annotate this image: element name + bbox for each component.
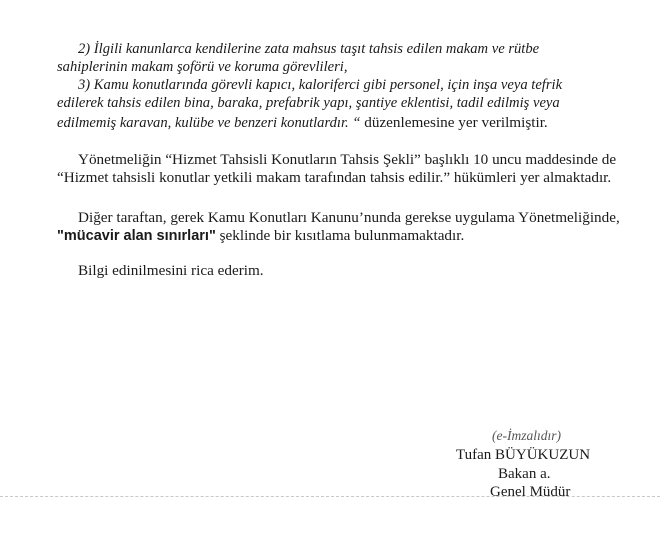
regulation-paragraph-line-1: Yönetmeliğin “Hizmet Tahsisli Konutların Tahsis Şekli” başlıklı 10 uncu maddesinde de	[78, 151, 617, 168]
e-signature-note: (e-İmzalıdır)	[492, 428, 561, 443]
quote-item-3-line-2: edilerek tahsis edilen bina, baraka, prefabrik yapı, şantiye eklentisi, tadil edilmiş veya	[57, 95, 560, 111]
regulation-paragraph-line-2: “Hizmet tahsisli konutlar yetkili makam tarafından tahsis edilir.” hükümleri yer almaktadır.	[57, 169, 612, 186]
quote-item-3-end-italic: edilmemiş karavan, kulübe ve benzeri konutlardır. “	[57, 115, 361, 131]
mucavir-alan-bold: "mücavir alan sınırları"	[57, 228, 216, 244]
closing-line: Bilgi edinilmesini rica ederim.	[78, 262, 264, 279]
signer-name: Tufan BÜYÜKUZUN	[456, 447, 591, 463]
quote-item-2-line-2: sahiplerinin makam şoförü ve koruma görevlileri,	[57, 59, 348, 75]
signer-title-1: Bakan a.	[498, 466, 551, 482]
signer-title-2: Genel Müdür	[490, 484, 571, 500]
quote-item-3-line-1: 3) Kamu konutlarında görevli kapıcı, kaloriferci gibi personel, için inşa veya tefrik	[78, 77, 563, 93]
other-paragraph-line-1: Diğer taraftan, gerek Kamu Konutları Kanunu’nunda gerekse uygulama Yönetmeliğinde,	[78, 209, 620, 226]
other-paragraph-line-2	[57, 227, 464, 245]
footer-divider	[0, 496, 660, 497]
quote-item-3-end-regular: düzenlemesine yer verilmiştir.	[360, 114, 548, 131]
other-paragraph-rest: şeklinde bir kısıtlama bulunmamaktadır.	[215, 227, 465, 244]
quote-item-2-line-1: 2) İlgili kanunlarca kendilerine zata mahsus taşıt tahsis edilen makam ve rütbe	[78, 41, 540, 57]
quote-item-3-line-3	[57, 114, 548, 132]
